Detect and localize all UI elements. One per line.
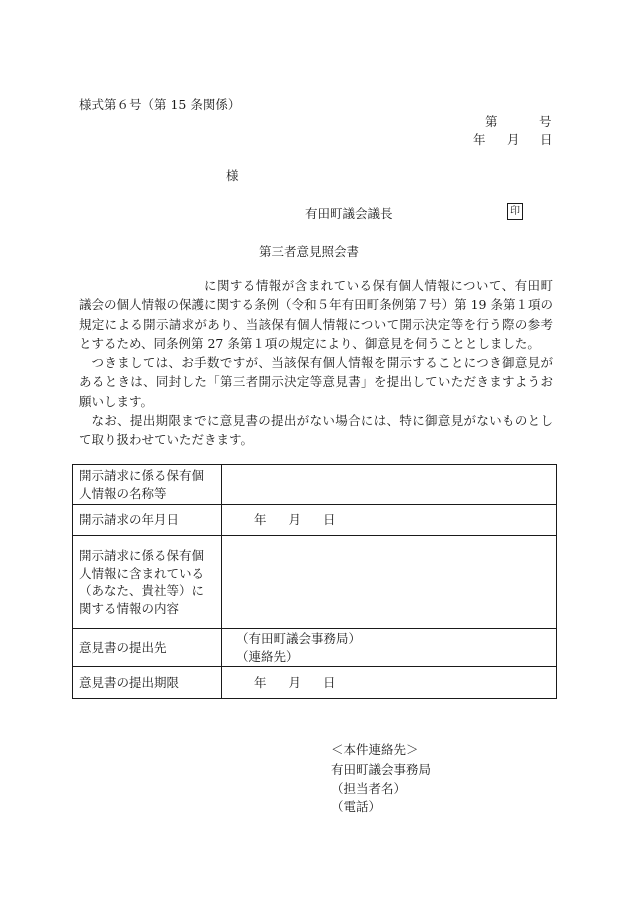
document-title: 第三者意見照会書 bbox=[259, 244, 360, 259]
deadline-year: 年 bbox=[254, 674, 267, 690]
row-label-request-date: 開示請求の年月日 bbox=[73, 505, 222, 536]
row-value-submit-to bbox=[222, 629, 557, 667]
date-year: 年 bbox=[473, 132, 486, 147]
table-row bbox=[73, 465, 557, 505]
request-date-month: 月 bbox=[288, 512, 302, 528]
date-day: 日 bbox=[540, 132, 553, 147]
body-paragraph-3: なお、提出期限までに意見書の提出がない場合には、特に御意見がないものとして取り扱わせていただきます。 bbox=[79, 413, 553, 448]
addressee-suffix: 様 bbox=[226, 168, 239, 183]
body-paragraph-2: つきましては、お手数ですが、当該保有個人情報を開示することにつき御意見があるときは、同封した「第三者開示決定等意見書」を提出していただきますようお願いします。 bbox=[79, 355, 553, 409]
document-number-suffix: 号 bbox=[539, 114, 552, 129]
body-paragraph-1: に関する情報が含まれている保有個人情報について、有田町議会の個人情報の保護に関する条例（令和５年有田町条例第７号）第 19 条第１項の規定による開示請求があり、当該保有個人情報について開示決定等を行う際の参考とするため、同条例第 27 条第１項の規定により、御意見を伺うこととしました。 bbox=[79, 278, 553, 351]
form-number: 様式第６号（第 15 条関係） bbox=[79, 97, 241, 112]
date-month: 月 bbox=[507, 132, 520, 147]
table-row bbox=[73, 505, 557, 536]
sender-title: 有田町議会議長 bbox=[305, 206, 393, 221]
table-row bbox=[73, 629, 557, 667]
row-label-info-content: 開示請求に係る保有個人情報に含まれている（あなた、貴社等）に関する情報の内容 bbox=[73, 536, 222, 629]
info-table bbox=[72, 464, 557, 699]
request-date-day: 日 bbox=[323, 512, 336, 528]
row-value-request-date bbox=[222, 505, 557, 536]
contact-office: 有田町議会事務局 bbox=[331, 762, 432, 777]
document-number-prefix: 第 bbox=[485, 114, 498, 129]
submit-to-contact: （連絡先） bbox=[236, 648, 299, 664]
contact-person: （担当者名） bbox=[331, 781, 407, 796]
row-value-personal-info-name bbox=[222, 465, 557, 505]
contact-heading: ＜本件連絡先＞ bbox=[331, 742, 419, 757]
table-row bbox=[73, 667, 557, 699]
deadline-month: 月 bbox=[288, 674, 302, 690]
table-row bbox=[73, 536, 557, 629]
row-label-submit-to: 意見書の提出先 bbox=[73, 629, 222, 667]
contact-phone: （電話） bbox=[331, 799, 382, 814]
row-label-deadline: 意見書の提出期限 bbox=[73, 667, 222, 699]
row-value-deadline bbox=[222, 667, 557, 699]
deadline-day: 日 bbox=[323, 674, 336, 690]
row-value-info-content bbox=[222, 536, 557, 629]
seal-mark: 印 bbox=[507, 203, 523, 220]
row-label-personal-info-name: 開示請求に係る保有個人情報の名称等 bbox=[73, 465, 222, 505]
request-date-year: 年 bbox=[254, 512, 267, 528]
submit-to-office: （有田町議会事務局） bbox=[236, 631, 362, 646]
